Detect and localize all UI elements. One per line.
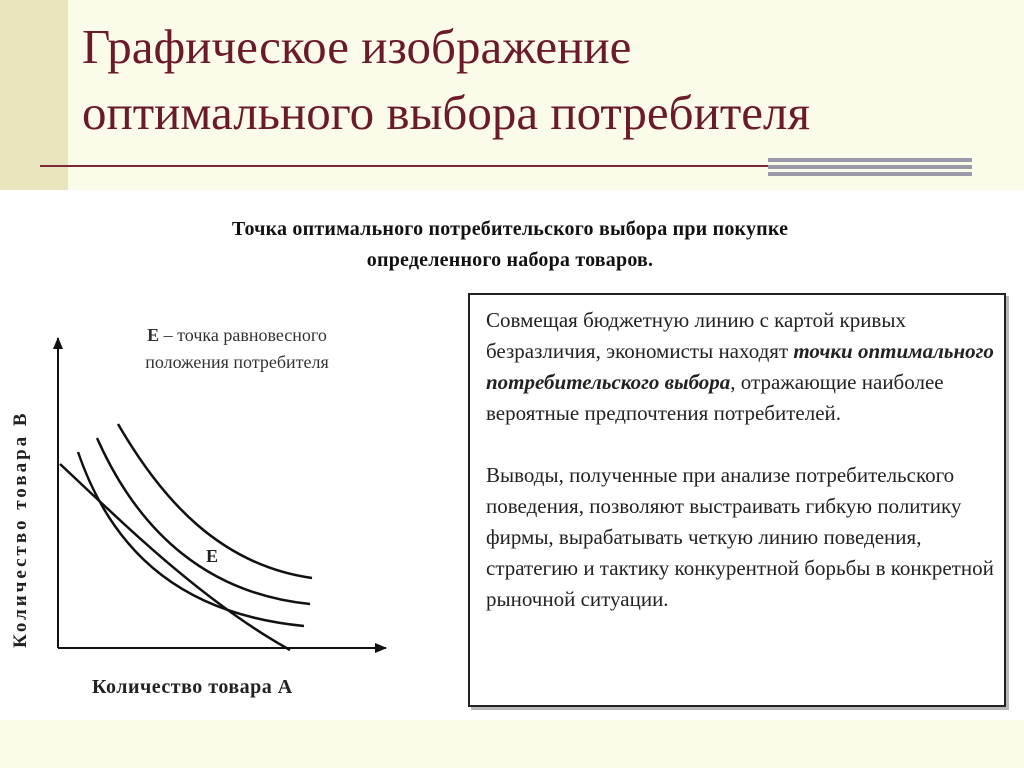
legend-line-1-text: – точка равновесного xyxy=(159,325,327,345)
info-p1-start: Совмещая бюджетную линию с картой кривых безразличия, экономисты находят xyxy=(486,308,906,363)
info-paragraph-2: Выводы, полученные при анализе потребительского поведения, позволяют выстраивать гибкую политику фирмы, вырабатывать четкую линию поведения, стратегию и тактику конкурентной борьбы в конкретной рыночной ситуации. xyxy=(486,463,994,611)
y-axis-label: Количество товара В xyxy=(10,410,31,648)
legend-point-letter: Е xyxy=(147,325,160,345)
indifference-curve-2 xyxy=(97,438,310,604)
legend-line-2: положения потребителя xyxy=(145,352,329,372)
slide-title-line-2: оптимального выбора потребителя xyxy=(82,85,810,140)
info-text xyxy=(486,305,1001,615)
x-axis-label: Количество товара А xyxy=(92,676,293,698)
figure-heading-line-2: определенного набора товаров. xyxy=(366,249,654,271)
indifference-curve-1 xyxy=(78,452,304,626)
figure-heading-line-1: Точка оптимального потребительского выбора при покупке xyxy=(231,218,789,240)
diagram-legend xyxy=(92,322,382,376)
equilibrium-point-label: Е xyxy=(206,546,219,566)
slide-title xyxy=(82,14,1012,146)
info-paragraph-1 xyxy=(486,305,1001,429)
info-p1-emphasis: точки оптимального потребительского выбора xyxy=(486,339,994,394)
decorative-band xyxy=(0,0,68,190)
info-p1-end: , отражающие наиболее вероятные предпочтения потребителей. xyxy=(486,370,944,425)
slide-title-line-1: Графическое изображение xyxy=(82,19,632,74)
decorative-stripes xyxy=(768,158,972,178)
legend-line-1 xyxy=(92,322,382,349)
figure-heading xyxy=(100,214,920,276)
